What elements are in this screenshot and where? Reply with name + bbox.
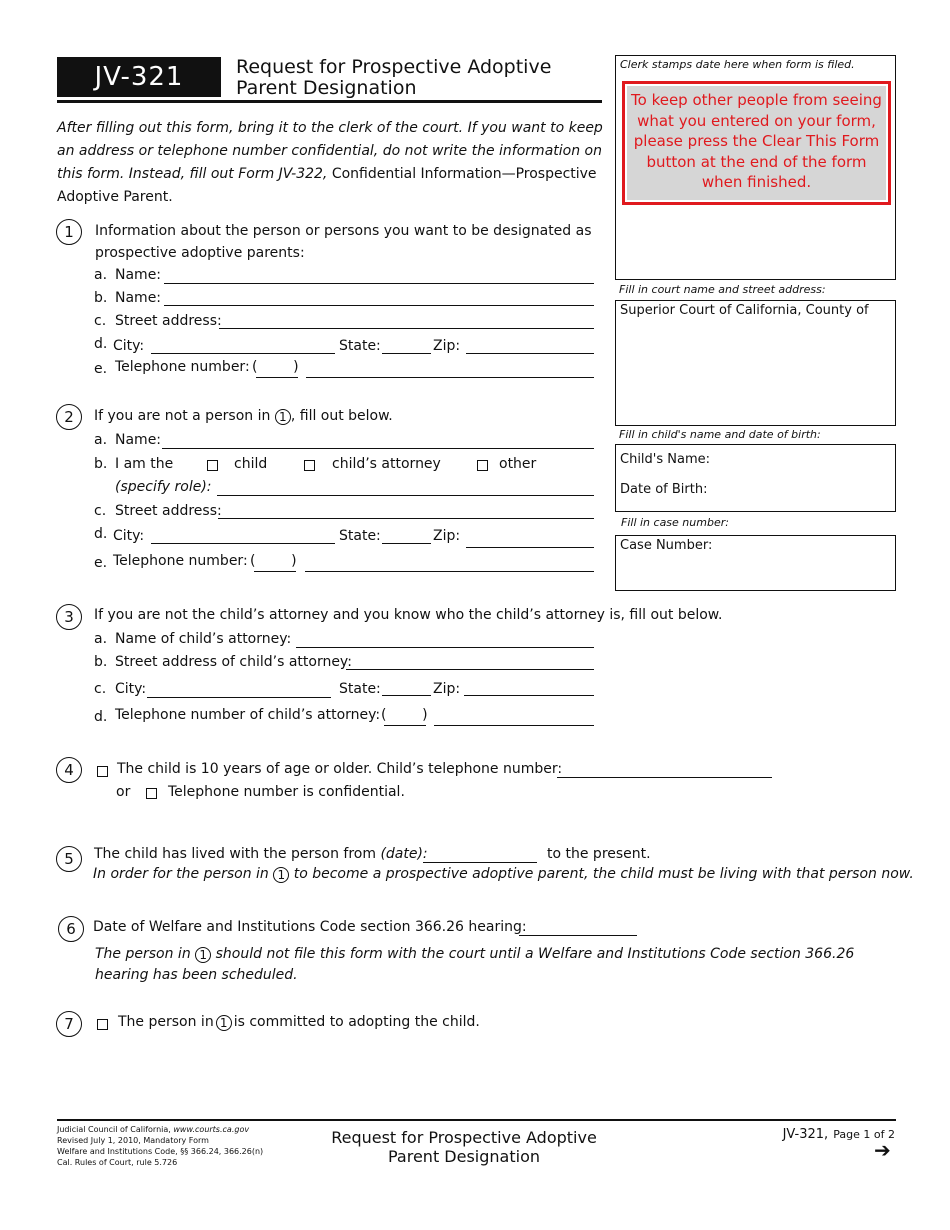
s2-role-label: I am the [115, 456, 174, 472]
court-name-field[interactable] [615, 300, 896, 426]
s2-state-label: State: [339, 528, 381, 544]
s2-name-label: Name: [115, 432, 162, 448]
ref-item-1: 1 [216, 1015, 232, 1031]
attorney-name-input[interactable] [296, 647, 594, 648]
s1-name-a-input[interactable] [164, 283, 594, 284]
s1-b-letter: b. [94, 290, 108, 306]
s1-name-b-label: Name: [115, 290, 162, 306]
committed-label: The person in 1 is committed to adopting the child. [118, 1014, 480, 1030]
s2-e-letter: e. [94, 555, 108, 571]
attorney-area-code-line [384, 725, 426, 726]
clerk-stamp-box[interactable] [615, 55, 896, 280]
specify-role-input[interactable] [217, 495, 594, 496]
specify-role-label: (specify role): [115, 479, 212, 495]
tel-confidential-checkbox[interactable] [146, 788, 157, 799]
s3-d-letter: d. [94, 709, 108, 725]
footer-citations: Judicial Council of California, www.courts.ca.gov Revised July 1, 2010, Mandatory Form Welfare and Institutions Code, §§ 366.24, 366.26(n) Cal. Rules of Court, rule 5.726 [57, 1125, 264, 1167]
clerk-stamp-label: Clerk stamps date here when form is filed. [620, 58, 855, 71]
section-6-number: 6 [58, 916, 84, 942]
child-age-label: The child is 10 years of age or older. Child’s telephone number: [117, 761, 563, 777]
attorney-tel-label: Telephone number of child’s attorney: [115, 707, 381, 723]
child-name-label: Child's Name: [620, 452, 711, 467]
ref-item-1: 1 [275, 409, 291, 425]
s2-zip-label: Zip: [433, 528, 461, 544]
form-id-badge [57, 57, 221, 97]
court-name-label: Fill in court name and street address: [619, 283, 826, 296]
footer-form-id: JV-321, [782, 1127, 829, 1142]
attorney-street-input[interactable] [346, 669, 594, 670]
committed-checkbox[interactable] [97, 1019, 108, 1030]
child-info-label: Fill in child's name and date of birth: [619, 428, 821, 441]
s2-name-input[interactable] [162, 448, 594, 449]
hearing-date-label: Date of Welfare and Institutions Code section 366.26 hearing: [93, 919, 527, 935]
section-1-number: 1 [56, 219, 82, 245]
role-child-checkbox[interactable] [207, 460, 218, 471]
s3-b-letter: b. [94, 654, 108, 670]
s2-city-label: City: [113, 528, 145, 544]
tel-confidential-label: Telephone number is confidential. [168, 784, 405, 800]
s2-tel-label: Telephone number: [113, 553, 248, 569]
courts-website-link[interactable]: www.courts.ca.gov [173, 1125, 250, 1134]
court-name-value: Superior Court of California, County of [620, 303, 869, 318]
ref-item-1: 1 [273, 867, 289, 883]
case-number-label: Fill in case number: [621, 516, 729, 529]
form-id: JV-321 [94, 62, 184, 92]
s2-b-letter: b. [94, 456, 108, 472]
role-attorney-checkbox[interactable] [304, 460, 315, 471]
s2-area-code[interactable]: ( ) [250, 553, 297, 569]
s2-area-code-line [254, 571, 296, 572]
s2-city-input[interactable] [151, 543, 335, 544]
section-3-title: If you are not the child’s attorney and you know who the child’s attorney is, fill out below. [94, 607, 723, 623]
s1-e-letter: e. [94, 361, 108, 377]
hearing-date-input[interactable] [519, 935, 637, 936]
s3-c-letter: c. [94, 681, 107, 697]
role-other-checkbox[interactable] [477, 460, 488, 471]
or-label: or [116, 784, 131, 800]
attorney-zip-input[interactable] [464, 695, 594, 696]
clear-form-notice-text: To keep other people from seeing what you entered on your form, please press the Clear This Form button at the end of the form when finished. [627, 86, 886, 200]
attorney-state-label: State: [339, 681, 381, 697]
intro-text: After filling out this form, bring it to the clerk of the court. If you want to keep an address or telephone number confidential, do not write the information on this form. Instead, fill out Form JV-322, Confidential Information—Prospective Adoptive Parent. [57, 120, 603, 205]
section-7-number: 7 [56, 1011, 82, 1037]
attorney-state-input[interactable] [382, 695, 431, 696]
child-info-field[interactable] [615, 444, 896, 512]
attorney-street-label: Street address of child’s attorney: [115, 654, 352, 670]
section-5-number: 5 [56, 846, 82, 872]
s2-a-letter: a. [94, 432, 108, 448]
section-3-number: 3 [56, 604, 82, 630]
s1-tel-label: Telephone number: [115, 359, 250, 375]
header-rule [57, 100, 602, 103]
section-4-number: 4 [56, 757, 82, 783]
s1-zip-label: Zip: [433, 338, 461, 354]
s1-street-input[interactable] [219, 328, 594, 329]
s1-city-input[interactable] [151, 353, 335, 354]
s2-street-label: Street address: [115, 503, 222, 519]
s2-c-letter: c. [94, 503, 107, 519]
s1-name-a-label: Name: [115, 267, 162, 283]
s1-d-letter: d. [94, 336, 108, 352]
s2-zip-input[interactable] [466, 547, 594, 548]
section-2-number: 2 [56, 404, 82, 430]
footer-title: Request for Prospective Adoptive Parent Designation [331, 1128, 597, 1166]
clear-form-notice [622, 81, 891, 205]
s1-area-code[interactable]: ( ) [252, 359, 299, 375]
s1-area-code-line [256, 377, 298, 378]
next-page-arrow-icon[interactable]: ➔ [874, 1138, 891, 1162]
section-6-note: The person in 1 should not file this form with the court until a Welfare and Institutions Code section 366.26 hearing has been scheduled. [95, 946, 855, 983]
attorney-zip-label: Zip: [433, 681, 461, 697]
s1-name-b-input[interactable] [164, 305, 594, 306]
s1-c-letter: c. [94, 313, 107, 329]
attorney-area-code[interactable]: ( ) [381, 707, 428, 723]
s3-a-letter: a. [94, 631, 108, 647]
section-5-title: The child has lived with the person from (date): [94, 846, 428, 862]
s2-tel-input[interactable] [305, 571, 594, 572]
case-number-field[interactable] [615, 535, 896, 591]
case-number-text: Case Number: [620, 538, 713, 553]
attorney-tel-input[interactable] [434, 725, 594, 726]
s1-a-letter: a. [94, 267, 108, 283]
child-dob-label: Date of Birth: [620, 482, 708, 497]
s1-zip-input[interactable] [466, 353, 594, 354]
attorney-name-label: Name of child’s attorney: [115, 631, 292, 647]
page-title: Request for Prospective Adoptive Parent Designation [236, 56, 552, 99]
footer-rule [57, 1119, 896, 1121]
attorney-city-input[interactable] [147, 697, 331, 698]
s2-d-letter: d. [94, 526, 108, 542]
s1-tel-input[interactable] [306, 377, 594, 378]
s1-state-input[interactable] [382, 353, 431, 354]
s2-state-input[interactable] [382, 543, 431, 544]
to-present-label: to the present. [547, 846, 651, 862]
attorney-city-label: City: [115, 681, 147, 697]
page-number: Page 1 of 2 [833, 1128, 895, 1141]
section-2-title: If you are not a person in 1 , fill out below. [94, 408, 393, 424]
role-child-label: child [234, 456, 268, 472]
s2-street-input[interactable] [218, 518, 594, 519]
lived-since-date-input[interactable] [423, 862, 537, 863]
s1-state-label: State: [339, 338, 381, 354]
child-age-checkbox[interactable] [97, 766, 108, 777]
section-5-note: In order for the person in 1 to become a prospective adoptive parent, the child must be living with that person now. [93, 866, 914, 882]
child-tel-input[interactable] [557, 777, 772, 778]
ref-item-1: 1 [195, 947, 211, 963]
s1-city-label: City: [113, 338, 145, 354]
s1-street-label: Street address: [115, 313, 222, 329]
role-other-label: other [499, 456, 537, 472]
section-1-title: Information about the person or persons you want to be designated as prospective adoptive parents: [95, 223, 592, 261]
role-attorney-label: child’s attorney [332, 456, 441, 472]
